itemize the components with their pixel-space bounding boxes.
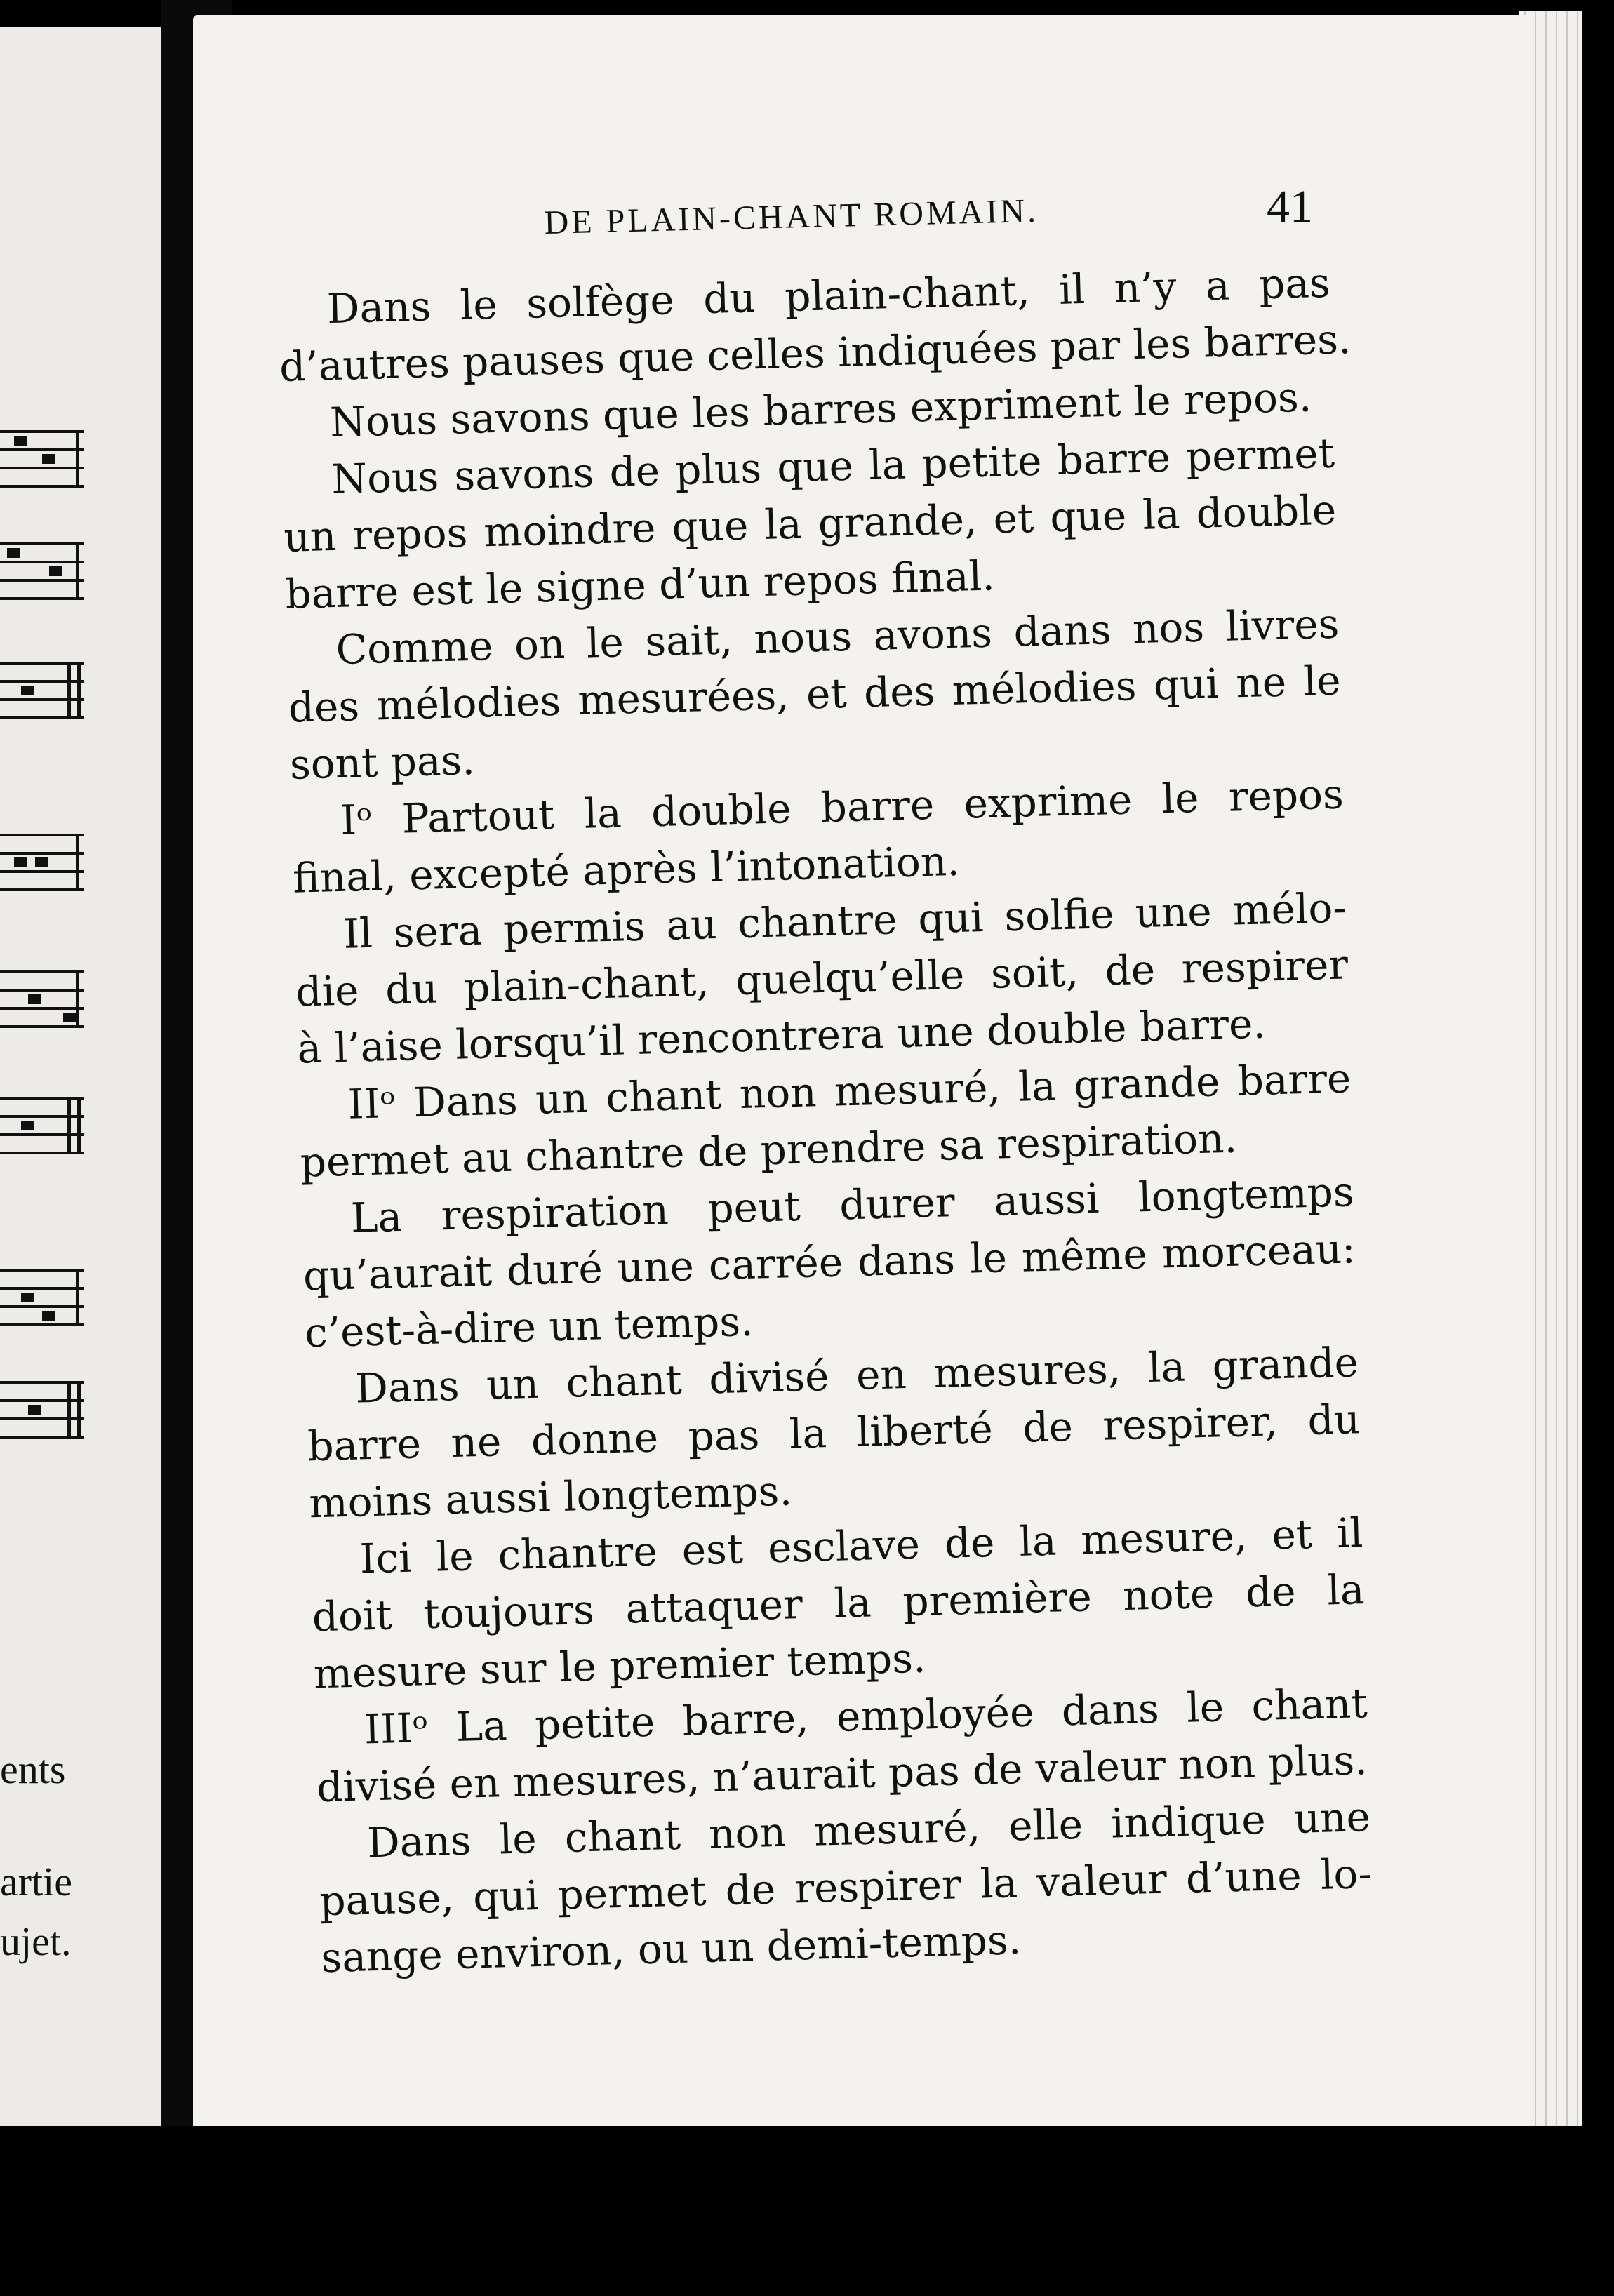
text-line: Iᵒ Partout la double barre exprime le repos — [340, 770, 1345, 844]
text-line: La respiration peut durer aussi longtemps — [350, 1168, 1355, 1242]
text-line: Dans le chant non mesuré, elle indique une — [366, 1792, 1371, 1867]
fragment-word: artie — [0, 1859, 73, 1904]
scan-border — [0, 2126, 1614, 2296]
staff-fragment — [0, 430, 84, 500]
text-line: Dans un chant divisé en mesures, la grande — [354, 1338, 1359, 1413]
text-line: divisé en mesures, n’aurait pas de valeur non plus. — [316, 1736, 1368, 1812]
text-line: sont pas. — [289, 735, 476, 789]
staff-fragment — [0, 970, 84, 1041]
fragment-word: ujet. — [0, 1918, 72, 1964]
staff-fragment — [0, 1097, 84, 1167]
text-line: un repos moindre que la grande, et que la double — [283, 486, 1337, 561]
text-line: doit toujours attaquer la première note de la — [311, 1566, 1366, 1641]
body-text — [277, 255, 1374, 1987]
text-line: permet au chantre de prendre sa respiration. — [299, 1114, 1238, 1187]
page-number: 41 — [1267, 181, 1313, 232]
text-line: qu’aurait duré une carrée dans le même morceau: — [302, 1224, 1356, 1300]
previous-page-fragment — [0, 27, 161, 2132]
page — [193, 15, 1530, 2128]
text-line: final, excepté après l’intonation. — [292, 836, 961, 902]
staff-fragment — [0, 1269, 84, 1339]
text-line: barre est le signe d’un repos final. — [284, 552, 996, 618]
text-line: Comme on le sait, nous avons dans nos livres — [335, 599, 1340, 674]
text-line: moins aussi longtemps. — [308, 1467, 793, 1528]
staff-fragment — [0, 662, 84, 732]
fragment-word: ents — [0, 1747, 66, 1792]
text-line: IIIᵒ La petite barre, employée dans le chant — [364, 1679, 1368, 1754]
text-line: barre ne donne pas la liberté de respirer, du — [307, 1395, 1361, 1471]
text-line: c’est-à-dire un temps. — [304, 1297, 754, 1357]
staff-fragment — [0, 542, 84, 613]
text-line: Dans le solfège du plain-chant, il n’y a pas — [326, 258, 1331, 333]
staff-fragment — [0, 1381, 84, 1451]
text-line: IIᵒ Dans un chant non mesuré, la grande barre — [347, 1054, 1352, 1128]
text-line: sange environ, ou un demi-temps. — [320, 1916, 1022, 1982]
text-line: Nous savons de plus que la petite barre permet — [331, 429, 1335, 504]
text-line: mesure sur le premier temps. — [313, 1634, 927, 1698]
text-line: Nous savons que les barres expriment le repos. — [329, 373, 1312, 447]
text-line: des mélodies mesurées, et des mélodies qui ne le — [287, 656, 1342, 732]
text-line: Il sera permis au chantre qui solfie une mélo- — [342, 883, 1347, 958]
text-line: pause, qui permet de respirer la valeur d’une lo- — [319, 1849, 1373, 1925]
text-line: Ici le chantre est esclave de la mesure, et il — [359, 1509, 1364, 1583]
text-line: à l’aise lorsqu’il rencontrera une double barre. — [296, 999, 1267, 1073]
running-head: DE PLAIN-CHANT ROMAIN. — [544, 192, 1039, 241]
staff-fragment — [0, 834, 84, 904]
text-line: d’autres pauses que celles indiquées par les barres. — [279, 314, 1352, 391]
text-line: die du plain-chant, quelqu’elle soit, de respirer — [295, 940, 1349, 1016]
